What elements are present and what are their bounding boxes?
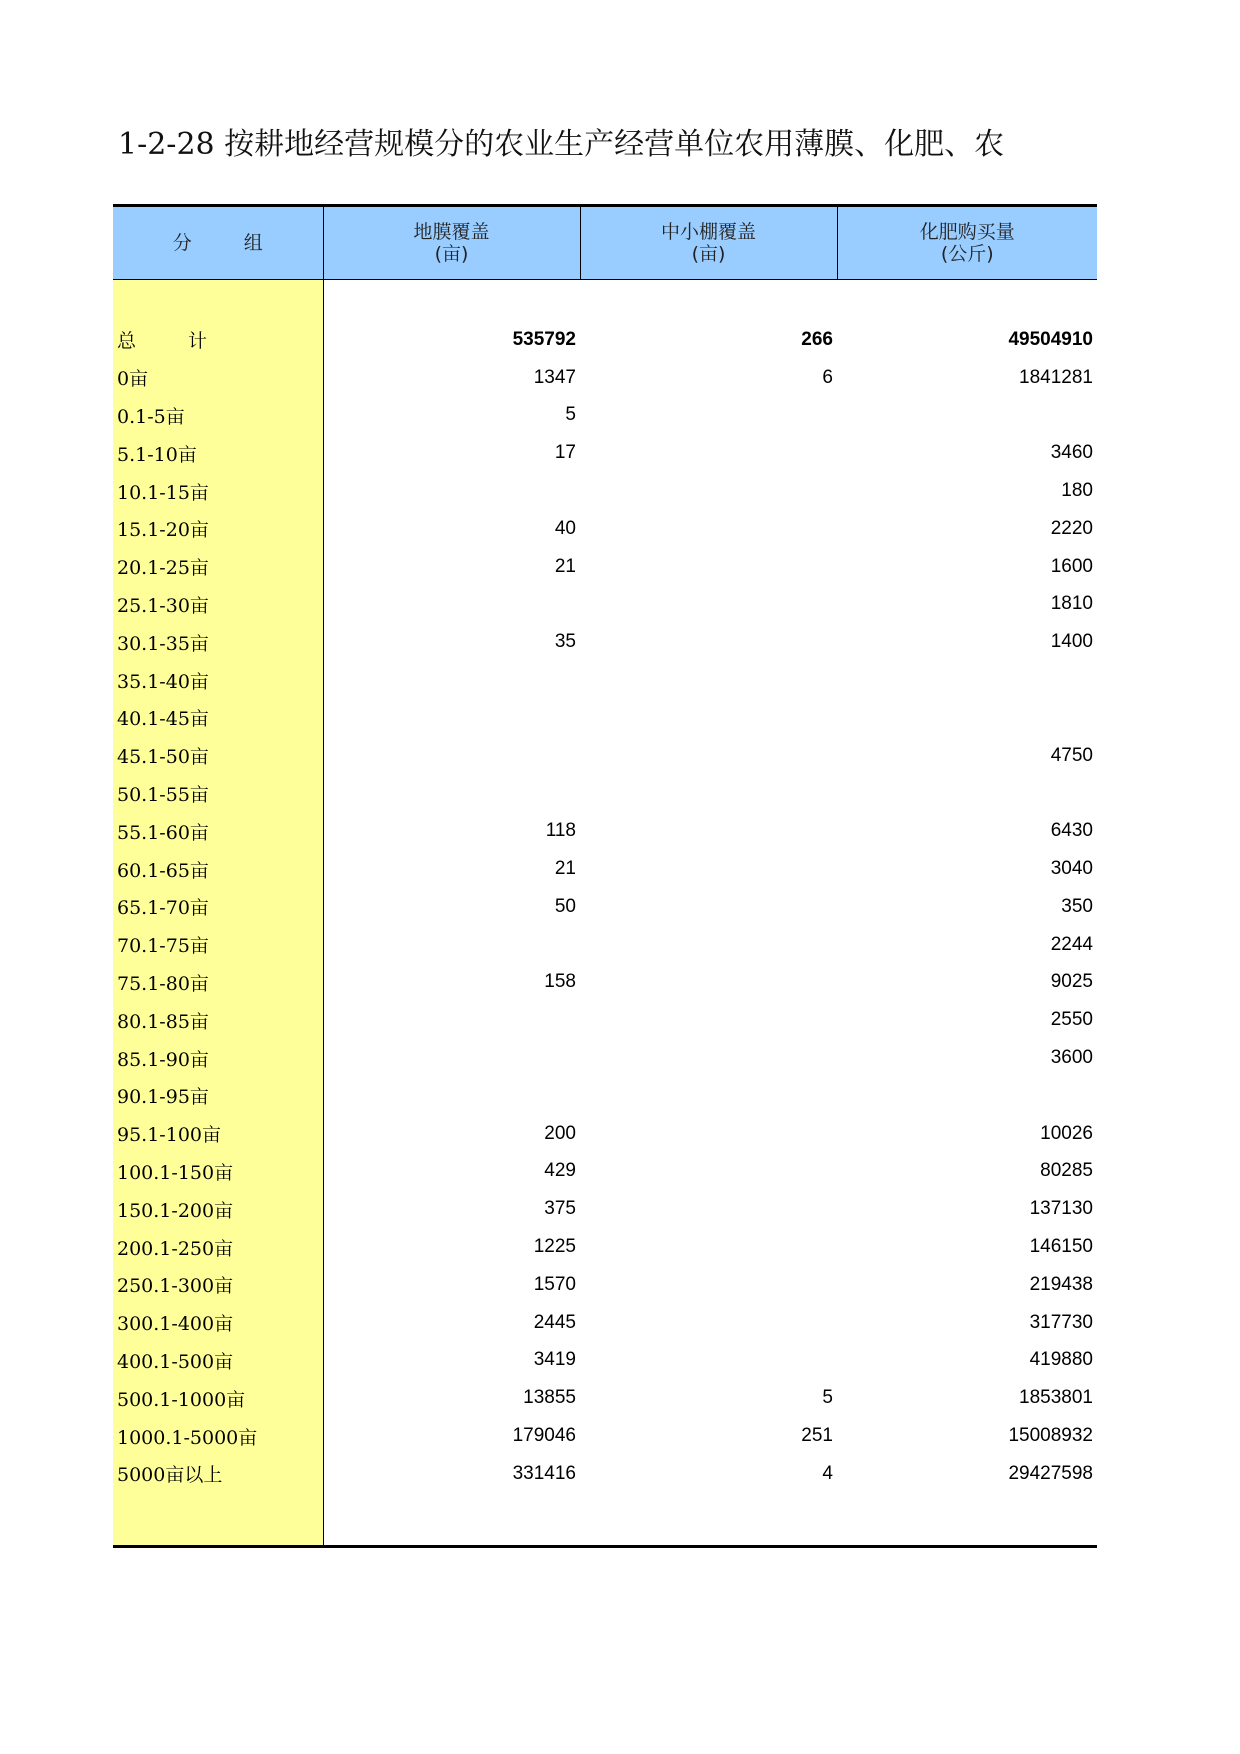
row-label: 70.1-75亩 (113, 926, 323, 964)
cell-fertilizer: 1810 (1050, 593, 1093, 615)
table-row (113, 1039, 1097, 1077)
cell-film-mulch: 50 (554, 895, 576, 917)
row-label: 60.1-65亩 (113, 850, 323, 888)
cell-film-mulch (323, 737, 580, 775)
cell-small-shed (580, 472, 837, 510)
cell-small-shed (580, 964, 837, 1002)
cell-fertilizer: 1841281 (1019, 366, 1093, 388)
total-small-shed: 266 (801, 328, 833, 350)
table-row (113, 888, 1097, 926)
cell-film-mulch (323, 1039, 580, 1077)
row-label: 0.1-5亩 (113, 397, 323, 435)
row-label: 5000亩以上 (113, 1455, 323, 1493)
table-row (113, 586, 1097, 624)
table-row (113, 397, 1097, 435)
row-label: 200.1-250亩 (113, 1228, 323, 1266)
group-header-part-a: 分 (172, 232, 192, 254)
cell-fertilizer: 2244 (1050, 933, 1093, 955)
cell-film-mulch: 1225 (533, 1236, 576, 1258)
small-shed-column-header (580, 206, 837, 280)
cell-film-mulch (323, 1001, 580, 1039)
cell-fertilizer: 419880 (1029, 1349, 1093, 1371)
table-row (113, 737, 1097, 775)
cell-small-shed (580, 1039, 837, 1077)
table-row (113, 472, 1097, 510)
table-row (113, 1455, 1097, 1493)
cell-fertilizer: 1600 (1050, 555, 1093, 577)
row-label: 95.1-100亩 (113, 1115, 323, 1153)
table-row (113, 1342, 1097, 1380)
table-row (113, 1266, 1097, 1304)
cell-film-mulch: 118 (545, 820, 576, 842)
cell-small-shed (580, 1266, 837, 1304)
table-row (113, 1115, 1097, 1153)
table-row (113, 850, 1097, 888)
table-row (113, 812, 1097, 850)
total-label-part-a: 总 (117, 330, 137, 353)
cell-fertilizer (837, 397, 1097, 435)
cell-film-mulch: 375 (544, 1198, 576, 1220)
cell-small-shed (580, 661, 837, 699)
cell-small-shed (580, 623, 837, 661)
cell-small-shed (580, 1342, 837, 1380)
row-label: 10.1-15亩 (113, 472, 323, 510)
row-label: 300.1-400亩 (113, 1304, 323, 1342)
cell-fertilizer: 80285 (1040, 1160, 1093, 1182)
cell-small-shed (580, 775, 837, 813)
table-title: 1-2-28 按耕地经营规模分的农业生产经营单位农用薄膜、化肥、农 (118, 127, 1005, 162)
cell-small-shed (580, 850, 837, 888)
cell-film-mulch: 35 (554, 631, 576, 653)
cell-fertilizer: 4750 (1050, 744, 1093, 766)
row-label: 80.1-85亩 (113, 1001, 323, 1039)
cell-small-shed (580, 1304, 837, 1342)
cell-film-mulch: 331416 (512, 1462, 576, 1484)
cell-fertilizer: 137130 (1029, 1198, 1093, 1220)
table-row (113, 1228, 1097, 1266)
film-mulch-column-header (323, 206, 580, 280)
cell-fertilizer: 350 (1061, 895, 1093, 917)
cell-film-mulch (323, 1077, 580, 1115)
table-row (113, 1001, 1097, 1039)
cell-small-shed (580, 397, 837, 435)
cell-fertilizer: 317730 (1029, 1311, 1093, 1333)
column-name: 化肥购买量 (919, 221, 1015, 243)
cell-small-shed (580, 1228, 837, 1266)
column-unit: (亩) (691, 243, 726, 265)
cell-fertilizer: 146150 (1029, 1236, 1093, 1258)
cell-small-shed (580, 1115, 837, 1153)
cell-small-shed (580, 548, 837, 586)
row-label: 15.1-20亩 (113, 510, 323, 548)
table-row (113, 1417, 1097, 1455)
table-row (113, 1379, 1097, 1417)
cell-small-shed (580, 434, 837, 472)
cell-small-shed: 5 (822, 1387, 833, 1409)
row-label: 250.1-300亩 (113, 1266, 323, 1304)
total-row (113, 321, 1097, 359)
footer-row (113, 1493, 1097, 1547)
table-row (113, 926, 1097, 964)
row-label: 150.1-200亩 (113, 1190, 323, 1228)
cell-film-mulch: 179046 (512, 1425, 576, 1446)
table-row (113, 623, 1097, 661)
table-row (113, 699, 1097, 737)
cell-fertilizer: 3460 (1050, 442, 1093, 464)
cell-fertilizer: 1853801 (1019, 1387, 1093, 1409)
row-label: 50.1-55亩 (113, 775, 323, 813)
table-row (113, 1153, 1097, 1191)
table-row (113, 1190, 1097, 1228)
header-row (113, 206, 1097, 280)
cell-film-mulch: 21 (554, 858, 576, 880)
cell-film-mulch (323, 661, 580, 699)
cell-fertilizer: 3600 (1050, 1047, 1093, 1069)
column-name: 地膜覆盖 (413, 221, 490, 243)
row-label: 75.1-80亩 (113, 964, 323, 1002)
cell-film-mulch (323, 472, 580, 510)
table-row (113, 510, 1097, 548)
row-label: 55.1-60亩 (113, 812, 323, 850)
total-label-part-b: 计 (188, 330, 208, 353)
table-row (113, 359, 1097, 397)
row-label: 500.1-1000亩 (113, 1379, 323, 1417)
row-label: 85.1-90亩 (113, 1039, 323, 1077)
total-label (113, 321, 323, 359)
cell-film-mulch: 429 (544, 1160, 576, 1182)
cell-small-shed (580, 586, 837, 624)
column-unit: (公斤) (940, 243, 994, 265)
cell-fertilizer: 180 (1061, 480, 1093, 502)
cell-small-shed (580, 510, 837, 548)
group-column-header (113, 206, 323, 280)
cell-fertilizer: 219438 (1029, 1273, 1093, 1295)
row-label: 1000.1-5000亩 (113, 1417, 323, 1455)
cell-film-mulch (323, 926, 580, 964)
table-row (113, 434, 1097, 472)
data-table (113, 204, 1097, 1548)
table-row (113, 661, 1097, 699)
cell-fertilizer: 10026 (1040, 1122, 1093, 1144)
total-fertilizer: 49504910 (1008, 328, 1093, 350)
cell-fertilizer: 2220 (1050, 517, 1093, 539)
group-header-part-b: 组 (243, 232, 263, 254)
table-row (113, 548, 1097, 586)
cell-film-mulch: 5 (565, 404, 576, 426)
cell-film-mulch (323, 699, 580, 737)
cell-fertilizer (837, 661, 1097, 699)
table-row (113, 1077, 1097, 1115)
row-label: 5.1-10亩 (113, 434, 323, 472)
row-label: 35.1-40亩 (113, 661, 323, 699)
cell-film-mulch (323, 586, 580, 624)
cell-small-shed (580, 1077, 837, 1115)
cell-small-shed (580, 888, 837, 926)
cell-film-mulch: 3419 (533, 1349, 576, 1371)
row-label: 20.1-25亩 (113, 548, 323, 586)
cell-film-mulch: 17 (554, 442, 576, 464)
row-label: 30.1-35亩 (113, 623, 323, 661)
cell-fertilizer (837, 1077, 1097, 1115)
row-label: 45.1-50亩 (113, 737, 323, 775)
cell-fertilizer: 2550 (1050, 1009, 1093, 1031)
cell-small-shed: 251 (801, 1425, 833, 1446)
cell-fertilizer: 1400 (1050, 631, 1093, 653)
row-label: 25.1-30亩 (113, 586, 323, 624)
cell-small-shed: 6 (822, 366, 833, 388)
cell-small-shed (580, 926, 837, 964)
spacer-row (113, 280, 1097, 322)
row-label: 0亩 (113, 359, 323, 397)
column-name: 中小棚覆盖 (660, 221, 756, 243)
cell-film-mulch (323, 775, 580, 813)
cell-film-mulch: 1570 (533, 1273, 576, 1295)
cell-small-shed (580, 1190, 837, 1228)
row-label: 90.1-95亩 (113, 1077, 323, 1115)
row-label: 65.1-70亩 (113, 888, 323, 926)
cell-film-mulch: 13855 (523, 1387, 576, 1409)
cell-fertilizer: 29427598 (1008, 1462, 1093, 1484)
cell-film-mulch: 158 (544, 971, 576, 993)
total-film-mulch: 535792 (512, 328, 576, 350)
column-unit: (亩) (434, 243, 469, 265)
row-label: 400.1-500亩 (113, 1342, 323, 1380)
cell-fertilizer: 3040 (1050, 858, 1093, 880)
cell-fertilizer (837, 775, 1097, 813)
cell-fertilizer: 9025 (1050, 971, 1093, 993)
cell-fertilizer: 6430 (1050, 820, 1093, 842)
cell-small-shed (580, 1001, 837, 1039)
cell-fertilizer: 15008932 (1008, 1425, 1093, 1446)
cell-small-shed: 4 (822, 1462, 833, 1484)
table-row (113, 1304, 1097, 1342)
fertilizer-column-header (837, 206, 1097, 280)
row-label: 40.1-45亩 (113, 699, 323, 737)
table-row (113, 775, 1097, 813)
cell-small-shed (580, 1153, 837, 1191)
cell-small-shed (580, 699, 837, 737)
cell-film-mulch: 21 (554, 555, 576, 577)
cell-film-mulch: 40 (554, 517, 576, 539)
cell-small-shed (580, 737, 837, 775)
cell-film-mulch: 2445 (533, 1311, 576, 1333)
row-label: 100.1-150亩 (113, 1153, 323, 1191)
table-row (113, 964, 1097, 1002)
cell-small-shed (580, 812, 837, 850)
cell-fertilizer (837, 699, 1097, 737)
cell-film-mulch: 200 (544, 1122, 576, 1144)
cell-film-mulch: 1347 (533, 366, 576, 388)
